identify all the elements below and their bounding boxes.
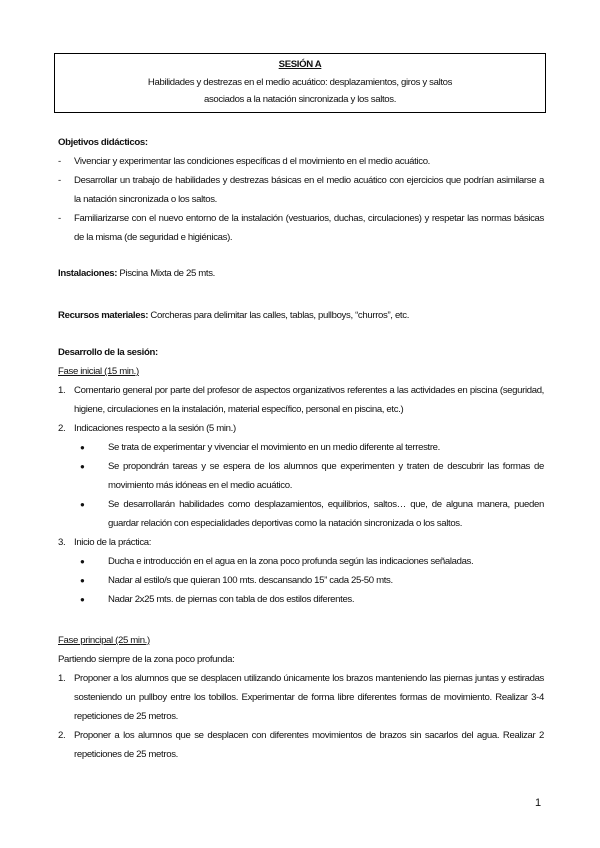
bullet-icon: ●: [80, 595, 85, 604]
bullet-text: Se trata de experimentar y vivenciar el movimiento en un medio diferente al terrestre.: [108, 442, 440, 453]
initial-item-3: [58, 533, 544, 552]
bullet-icon: ●: [80, 557, 85, 566]
resources-label: Recursos materiales:: [58, 310, 149, 321]
item-text: Comentario general por parte del profesor de aspectos organizativos referentes a las actividades en piscina (seguridad, higiene, circulaciones en la instalación, material específico, personal en piscina, etc.): [74, 385, 544, 415]
item-number: 3.: [58, 537, 66, 548]
main-item-2: [58, 726, 544, 764]
session-title: SESIÓN A: [278, 59, 322, 70]
bullet-text: Nadar al estilo/s que quieran 100 mts. descansando 15” cada 25-50 mts.: [108, 575, 393, 586]
initial-item-1: [58, 381, 544, 419]
bullet-icon: ●: [80, 443, 85, 452]
resources-text: Corcheras para delimitar las calles, tablas, pullboys, “churros”, etc.: [148, 310, 410, 321]
bullet-text: Ducha e introducción en el agua en la zona poco profunda según las indicaciones señaladas.: [108, 556, 474, 567]
item-text: Indicaciones respecto a la sesión (5 min.): [74, 423, 236, 434]
initial-phase-heading: Fase inicial (15 min.): [58, 366, 139, 377]
bullet-item: [58, 571, 544, 590]
bullet-text: Se desarrollarán habilidades como desplazamientos, equilibrios, saltos… que, de alguna manera, pueden guardar relación con especialidades deportivas como la natación sincronizada o los saltos.: [108, 499, 544, 529]
facilities-line: [58, 264, 544, 283]
bullet-item: [58, 495, 544, 533]
dash-marker: -: [58, 156, 61, 167]
page-number: 1: [535, 797, 542, 809]
item-number: 1.: [58, 673, 66, 684]
dash-marker: -: [58, 175, 61, 186]
objective-text: Desarrollar un trabajo de habilidades y destrezas básicas en el medio acuático con ejercicios que podrían asimilarse a la natación sincronizada o los saltos.: [74, 175, 544, 205]
development-heading: Desarrollo de la sesión:: [58, 347, 158, 358]
bullet-icon: ●: [80, 576, 85, 585]
main-item-1: [58, 669, 544, 726]
item-number: 2.: [58, 423, 66, 434]
main-phase-intro: Partiendo siempre de la zona poco profunda:: [58, 654, 235, 665]
facilities-text: Piscina Mixta de 25 mts.: [117, 268, 215, 279]
session-subtitle-line1: Habilidades y destrezas en el medio acuático: desplazamientos, giros y saltos: [147, 77, 453, 88]
main-phase-section: [58, 631, 544, 764]
objective-text: Familiarizarse con el nuevo entorno de la instalación (vestuarios, duchas, circulaciones) y respetar las normas básicas de la misma (de seguridad e higiénicas).: [74, 213, 544, 243]
bullet-icon: ●: [80, 462, 85, 471]
dash-marker: -: [58, 213, 61, 224]
session-subtitle-line2: asociados a la natación sincronizada y los saltos.: [203, 94, 397, 105]
bullet-icon: ●: [80, 500, 85, 509]
development-section: [58, 343, 544, 609]
item-text: Proponer a los alumnos que se desplacen utilizando únicamente los brazos manteniendo las piernas juntas y estiradas sosteniendo un pullboy entre los tobillos. Experimentar de forma libre diferentes formas de movimiento. Realizar 3-4 repeticiones de 25 metros.: [74, 673, 544, 722]
bullet-text: Se propondrán tareas y se espera de los alumnos que experimenten y traten de descubrir las formas de movimiento más idóneas en el medio acuático.: [108, 461, 544, 491]
bullet-item: [58, 457, 544, 495]
bullet-item: [58, 438, 544, 457]
session-title-box: [54, 53, 546, 113]
initial-item-2: [58, 419, 544, 438]
item-number: 2.: [58, 730, 66, 741]
facilities-label: Instalaciones:: [58, 268, 118, 279]
objective-item: [58, 152, 544, 171]
item-number: 1.: [58, 385, 66, 396]
bullet-item: [58, 552, 544, 571]
item-text: Inicio de la práctica:: [74, 537, 152, 548]
objective-item: [58, 171, 544, 209]
objective-text: Vivenciar y experimentar las condiciones específicas d el movimiento en el medio acuático.: [74, 156, 430, 167]
objectives-section: [58, 133, 544, 247]
resources-line: [58, 306, 544, 325]
main-phase-heading: Fase principal (25 min.): [58, 635, 150, 646]
bullet-text: Nadar 2x25 mts. de piernas con tabla de dos estilos diferentes.: [108, 594, 355, 605]
bullet-item: [58, 590, 544, 609]
objectives-heading: Objetivos didácticos:: [58, 137, 148, 148]
item-text: Proponer a los alumnos que se desplacen con diferentes movimientos de brazos sin sacarlos del agua. Realizar 2 repeticiones de 25 metros.: [74, 730, 544, 760]
objective-item: [58, 209, 544, 247]
